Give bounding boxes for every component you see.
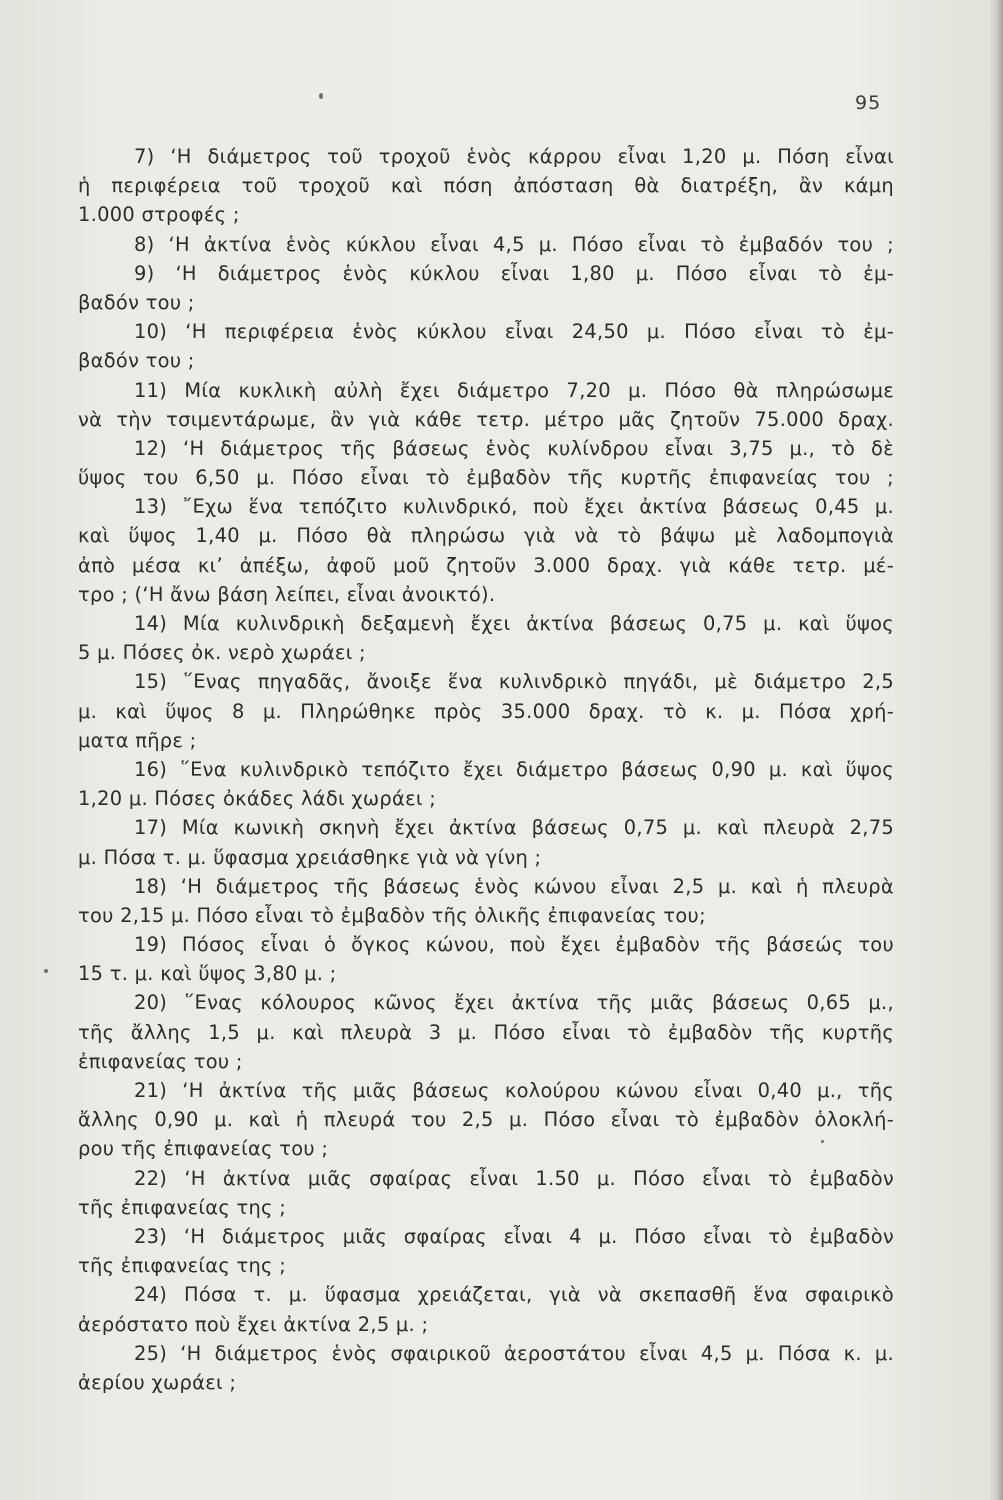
text-line: τῆς ἐπιφανείας της ; (78, 1195, 287, 1219)
page-edge-shadow (989, 0, 1003, 1500)
text-line: ἀερίου χωράει ; (78, 1370, 237, 1394)
page-number: 95 (855, 92, 882, 114)
text-line: νὰ τὴν τσιμεντάρωμε, ἂν γιὰ κάθε τετρ. μέτρο μᾶς ζητοῦν 75.000 δραχ. (78, 407, 894, 431)
text-line: 15 τ. μ. καὶ ὕψος 3,80 μ. ; (78, 962, 337, 986)
text-line: ἄλλης 0,90 μ. καὶ ἡ πλευρά του 2,5 μ. Πόσο εἶναι τὸ ἐμβαδὸν ὁλοκλή- (78, 1108, 894, 1132)
text-line: καὶ ὕψος 1,40 μ. Πόσο θὰ πληρώσω γιὰ νὰ τὸ βάψω μὲ λαδομπογιὰ (78, 524, 894, 548)
text-line: 16) ῞Ενα κυλινδρικὸ τεπόζιτο ἔχει διάμετρο βάσεως 0,90 μ. καὶ ὕψος (134, 757, 894, 781)
text-line: 11) Μία κυκλικὴ αὐλὴ ἔχει διάμετρο 7,20 μ. Πόσο θὰ πληρώσωμε (134, 378, 894, 402)
text-line: 8) ‘Η ἀκτίνα ἑνὸς κύκλου εἶναι 4,5 μ. Πόσο εἶναι τὸ ἐμβαδόν του ; (134, 232, 894, 256)
text-line: 14) Μία κυλινδρικὴ δεξαμενὴ ἔχει ἀκτίνα βάσεως 0,75 μ. καὶ ὕψος (134, 612, 894, 635)
text-line: ἡ περιφέρεια τοῦ τροχοῦ καὶ πόση ἀπόσταση θὰ διατρέξη, ἂν κάμη (78, 174, 894, 198)
text-line: ὕψος του 6,50 μ. Πόσο εἶναι τὸ ἐμβαδὸν τῆς κυρτῆς ἐπιφανείας του ; (78, 466, 894, 490)
text-line: 5 μ. Πόσες ὀκ. νερὸ χωράει ; (78, 641, 366, 665)
text-line: 9) ‘Η διάμετρος ἑνὸς κύκλου εἶναι 1,80 μ. Πόσο εἶναι τὸ ἐμ- (134, 261, 894, 285)
text-line: τῆς ἄλλης 1,5 μ. καὶ πλευρὰ 3 μ. Πόσο εἶναι τὸ ἐμβαδὸν τῆς κυρτῆς (78, 1020, 894, 1044)
ink-speck (44, 969, 48, 973)
text-line: 7) ‘Η διάμετρος τοῦ τροχοῦ ἑνὸς κάρρου εἶναι 1,20 μ. Πόση εἶναι (134, 145, 894, 168)
text-line: ματα πῆρε ; (78, 728, 197, 752)
text-line: 21) ‘Η ἀκτίνα τῆς μιᾶς βάσεως κολούρου κώνου εἶναι 0,40 μ., τῆς (134, 1079, 894, 1102)
text-line: 10) ‘Η περιφέρεια ἑνὸς κύκλου εἶναι 24,50 μ. Πόσο εἶναι τὸ ἐμ- (134, 320, 894, 344)
text-line: 13) ῎Εχω ἕνα τεπόζιτο κυλινδρικό, ποὺ ἔχει ἀκτίνα βάσεως 0,45 μ. (134, 495, 894, 519)
text-line: 12) ‘Η διάμετρος τῆς βάσεως ἑνὸς κυλίνδρου εἶναι 3,75 μ., τὸ δὲ (134, 436, 894, 460)
text-line: βαδόν του ; (78, 349, 195, 373)
text-line: 1.000 στροφές ; (78, 203, 240, 227)
text-line: 25) ‘Η διάμετρος ἑνὸς σφαιρικοῦ ἀεροστάτου εἶναι 4,5 μ. Πόσα κ. μ. (134, 1341, 894, 1365)
text-line: 17) Μία κωνικὴ σκηνὴ ἔχει ἀκτίνα βάσεως 0,75 μ. καὶ πλευρὰ 2,75 (134, 816, 894, 840)
text-line: 18) ‘Η διάμετρος τῆς βάσεως ἑνὸς κώνου εἶναι 2,5 μ. καὶ ἡ πλευρὰ (134, 874, 894, 898)
text-line: ἐπιφανείας του ; (78, 1049, 243, 1073)
text-line: 23) ‘Η διάμετρος μιᾶς σφαίρας εἶναι 4 μ. Πόσο εἶναι τὸ ἐμβαδὸν (134, 1224, 894, 1248)
text-line: του 2,15 μ. Πόσο εἶναι τὸ ἐμβαδὸν τῆς ὁλικῆς ἐπιφανείας του; (78, 903, 706, 927)
text-line: 15) ῞Ενας πηγαδᾶς, ἄνοιξε ἕνα κυλινδρικὸ πηγάδι, μὲ διάμετρο 2,5 (134, 670, 894, 694)
text-line: βαδόν του ; (78, 290, 195, 314)
text-line: 24) Πόσα τ. μ. ὕφασμα χρειάζεται, γιὰ νὰ σκεπασθῆ ἕνα σφαιρικὸ (134, 1283, 894, 1307)
text-line: μ. Πόσα τ. μ. ὕφασμα χρειάσθηκε γιὰ νὰ γίνη ; (78, 845, 542, 869)
ink-speck (319, 93, 323, 99)
text-line: ἀερόστατο ποὺ ἔχει ἀκτίνα 2,5 μ. ; (78, 1312, 429, 1336)
exercise-text (78, 142, 894, 1397)
text-line: 1,20 μ. Πόσες ὀκάδες λάδι χωράει ; (78, 787, 437, 811)
text-line: 22) ‘Η ἀκτίνα μιᾶς σφαίρας εἶναι 1.50 μ. Πόσο εἶναι τὸ ἐμβαδὸν (134, 1166, 894, 1190)
text-line: ρου τῆς ἐπιφανείας του ; (78, 1137, 329, 1161)
text-line: 19) Πόσος εἶναι ὁ ὄγκος κώνου, ποὺ ἔχει ἐμβαδὸν τῆς βάσεώς του (134, 933, 894, 957)
text-line: ἀπὸ μέσα κι’ ἀπέξω, ἀφοῦ μοῦ ζητοῦν 3.000 δραχ. γιὰ κάθε τετρ. μέ- (78, 553, 894, 577)
text-line: τῆς ἐπιφανείας της ; (78, 1254, 287, 1278)
text-line: 20) ῞Ενας κόλουρος κῶνος ἔχει ἀκτίνα τῆς μιᾶς βάσεως 0,65 μ., (134, 991, 894, 1015)
text-line: μ. καὶ ὕψος 8 μ. Πληρώθηκε πρὸς 35.000 δραχ. τὸ κ. μ. Πόσα χρή- (78, 699, 894, 723)
text-line: τρο ; (‘Η ἄνω βάση λείπει, εἶναι ἀνοικτό). (78, 582, 496, 606)
